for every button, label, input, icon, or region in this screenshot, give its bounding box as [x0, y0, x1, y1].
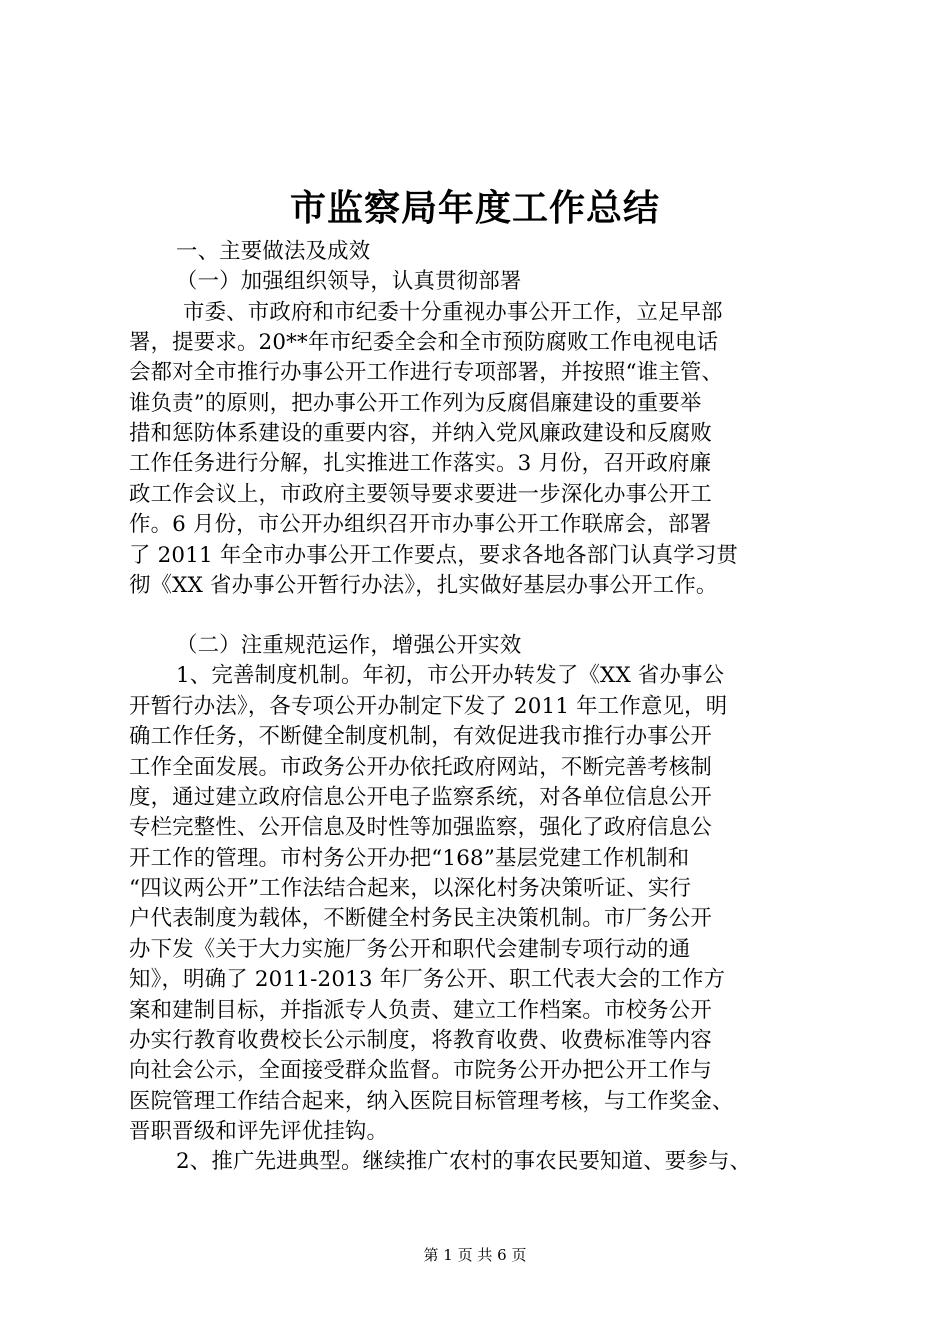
paragraph-line: 开暂行办法》，各专项公开办制定下发了 2011 年工作意见，明	[129, 694, 728, 719]
paragraph-line: 作。6 月份，市公开办组织召开市办事公开工作联席会，部署	[129, 512, 712, 537]
paragraph-line: 晋职晋级和评先评优挂钩。	[129, 1119, 389, 1144]
paragraph-line: 政工作会议上，市政府主要领导要求要进一步深化办事公开工	[129, 482, 712, 507]
paragraph-line: “四议两公开”工作法结合起来，以深化村务决策听证、实行	[129, 876, 692, 901]
subsection-heading: （二）注重规范运作，增强公开实效	[176, 633, 522, 658]
section-heading: 一、主要做法及成效	[176, 239, 371, 264]
paragraph-line: 会都对全市推行办事公开工作进行专项部署，并按照“谁主管、	[129, 360, 724, 385]
paragraph-line: 彻《XX 省办事公开暂行办法》，扎实做好基层办事公开工作。	[129, 573, 718, 598]
paragraph-line: 开工作的管理。市村务公开办把“168”基层党建工作机制和	[129, 846, 690, 871]
paragraph-line: 市委、市政府和市纪委十分重视办事公开工作，立足早部	[183, 300, 723, 325]
paragraph-line: 1、完善制度机制。年初，市公开办转发了《XX 省办事公	[176, 663, 725, 688]
paragraph-line: 办下发《关于大力实施厂务公开和职代会建制专项行动的通	[129, 937, 691, 962]
page-footer: 第 1 页 共 6 页	[423, 1246, 527, 1264]
document-title: 市监察局年度工作总结	[289, 187, 660, 229]
paragraph-line: 署，提要求。20**年市纪委全会和全市预防腐败工作电视电话	[129, 330, 719, 355]
paragraph-line: 度，通过建立政府信息公开电子监察系统，对各单位信息公开	[129, 785, 712, 810]
paragraph-line: 知》，明确了 2011-2013 年厂务公开、职工代表大会的工作方	[129, 967, 726, 992]
paragraph-line: 工作任务进行分解，扎实推进工作落实。3 月份，召开政府廉	[129, 451, 712, 476]
paragraph-line: 专栏完整性、公开信息及时性等加强监察，强化了政府信息公	[129, 815, 712, 840]
paragraph-line: 案和建制目标，并指派专人负责、建立工作档案。市校务公开	[129, 998, 712, 1023]
paragraph-line: 2、推广先进典型。继续推广农村的事农民要知道、要参与、	[176, 1149, 752, 1174]
paragraph-line: 户代表制度为载体，不断健全村务民主决策机制。市厂务公开	[129, 906, 712, 931]
paragraph-line: 办实行教育收费校长公示制度，将教育收费、收费标准等内容	[129, 1028, 712, 1053]
paragraph-line: 了 2011 年全市办事公开工作要点，要求各地各部门认真学习贯	[129, 543, 739, 568]
paragraph-line: 医院管理工作结合起来，纳入医院目标管理考核，与工作奖金、	[129, 1089, 734, 1114]
paragraph-line: 谁负责”的原则，把办事公开工作列为反腐倡廉建设的重要举	[129, 391, 702, 416]
subsection-heading: （一）加强组织领导，认真贯彻部署	[176, 269, 522, 294]
paragraph-line: 措和惩防体系建设的重要内容，并纳入党风廉政建设和反腐败	[129, 421, 712, 446]
paragraph-line: 工作全面发展。市政务公开办依托政府网站，不断完善考核制	[129, 755, 712, 780]
paragraph-line: 确工作任务，不断健全制度机制，有效促进我市推行办事公开	[129, 724, 712, 749]
paragraph-line: 向社会公示，全面接受群众监督。市院务公开办把公开工作与	[129, 1058, 712, 1083]
